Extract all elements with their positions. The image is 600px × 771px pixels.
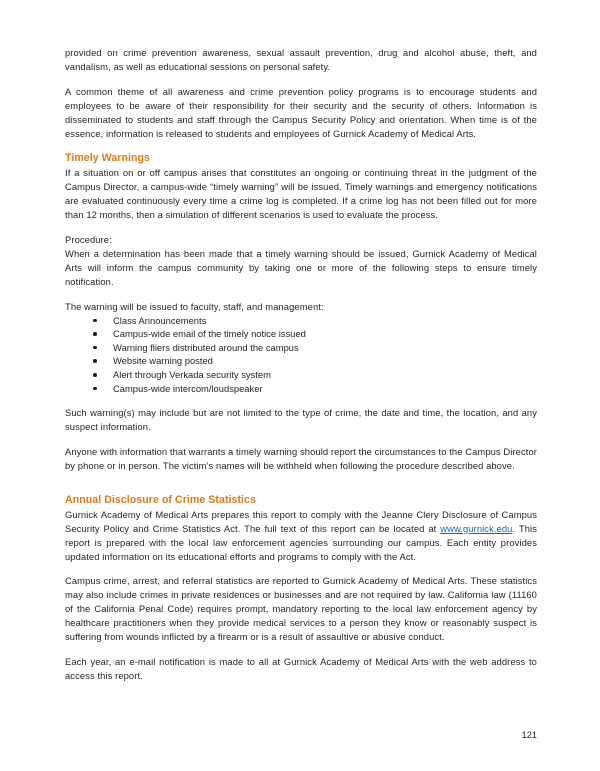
heading-timely-warnings: Timely Warnings <box>65 152 150 165</box>
list-item-label: Campus-wide intercom/loudspeaker <box>113 382 263 394</box>
label-procedure: Procedure: <box>65 234 112 246</box>
gurnick-website-link[interactable]: www.gurnick.edu <box>440 522 513 534</box>
list-item <box>65 341 537 355</box>
bullet-icon <box>93 359 97 363</box>
paragraph-intro-2: A common theme of all awareness and crime prevention policy programs is to encourage students and employees to be aware of their responsibility for their security and the security of others. Information is disseminated to students and staff through the Campus Security Policy and orientation. When time is of the essence, information is released to students and employees of Gurnick Academy of Medical Arts. <box>65 85 537 139</box>
paragraph-text-after-link: . This report is prepared with the local law enforcement agencies surrounding our campus. Each entity provides updated information on its educational efforts and programs to comply with the Act. <box>65 522 537 562</box>
warning-methods-list <box>65 314 537 396</box>
paragraph-warning-contents: Such warning(s) may include but are not limited to the type of crime, the date and time, the location, and any suspect information. <box>65 407 537 433</box>
paragraph-email-notification: Each year, an e-mail notification is made to all at Gurnick Academy of Medical Arts with the web address to access this report. <box>65 655 537 681</box>
list-item <box>65 314 537 328</box>
list-item-label: Campus-wide email of the timely notice issued <box>113 328 306 340</box>
list-item-label: Warning fliers distributed around the campus <box>113 341 299 353</box>
list-item-label: Alert through Verkada security system <box>113 368 271 380</box>
paragraph-annual-disclosure-1 <box>65 508 537 564</box>
heading-annual-disclosure: Annual Disclosure of Crime Statistics <box>65 493 256 506</box>
spacer <box>65 484 537 493</box>
bullet-icon <box>93 373 97 377</box>
paragraph-procedure-text: When a determination has been made that a timely warning should be issued, Gurnick Academy of Medical Arts will inform the campus community by taking one or more of the following steps to ensure timely notification. <box>65 247 537 287</box>
paragraph-intro-1: provided on crime prevention awareness, sexual assault prevention, drug and alcohol abuse, theft, and vandalism, as well as educational sessions on personal safety. <box>65 47 537 72</box>
bullet-icon <box>93 346 97 350</box>
paragraph-text-before-link: Gurnick Academy of Medical Arts prepares this report to comply with the Jeanne Clery Disclosure of Campus Security Policy and Crime Statistics Act. The full text of this report can be located at <box>65 508 537 534</box>
paragraph-report-circumstances: Anyone with information that warrants a timely warning should report the circumstances to the Campus Director by phone or in person. The victim’s names will be withheld when following the procedure described above. <box>65 445 537 471</box>
list-item-label: Website warning posted <box>113 355 213 367</box>
page-number: 121 <box>521 730 537 740</box>
paragraph-list-intro: The warning will be issued to faculty, staff, and management: <box>65 300 324 312</box>
bullet-icon <box>93 387 97 391</box>
page-content <box>65 46 537 694</box>
spacer <box>65 395 537 406</box>
bullet-icon <box>93 332 97 336</box>
list-item <box>65 327 537 341</box>
bullet-icon <box>93 319 97 323</box>
paragraph-campus-crime-statistics: Campus crime, arrest, and referral statistics are reported to Gurnick Academy of Medical Arts. These statistics may also include crimes in private residences or businesses and are not required by law. California law (11160 of the California Penal Code) requires prompt, mandatory reporting to the local law enforcement agency by healthcare practitioners when they provide medical services to a person they know or reasonably suspect is suffering from wounds inflicted by a firearm or is a result of assaultive or abusive conduct. <box>65 575 537 643</box>
list-item <box>65 354 537 368</box>
list-item <box>65 382 537 396</box>
paragraph-timely-warnings-1: If a situation on or off campus arises that constitutes an ongoing or continuing threat in the judgment of the Campus Director, a campus-wide “timely warning” will be issued. Timely warnings and emergency notifications are evaluated continuously every time a crime log is completed. If a crime log has not been filled out for more than 12 months, then a simulation of different scenarios is used to evaluate the process. <box>65 167 537 221</box>
list-item-label: Class Announcements <box>113 314 207 326</box>
list-item <box>65 368 537 382</box>
